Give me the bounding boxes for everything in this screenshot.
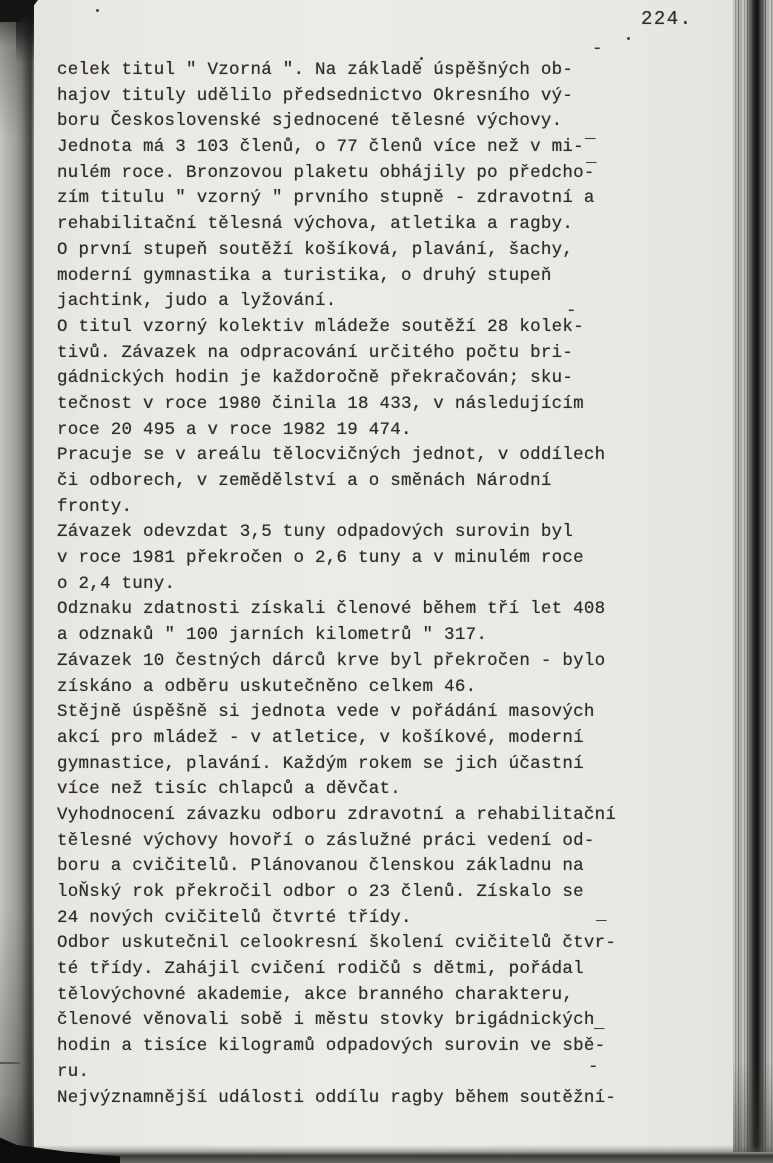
text-line: tělovýchovné akademie, akce branného charakteru, — [57, 984, 574, 1005]
text-line: Vyhodnocení závazku odboru zdravotní a rehabilitační — [57, 804, 617, 825]
text-line: boru Československé sjednocené tělesné výchovy. — [57, 111, 563, 132]
left-edge-shade — [0, 0, 34, 1163]
stray-dash-mark: _ — [594, 1013, 605, 1033]
page-stack-edge-fade — [733, 0, 773, 1152]
scan-speck — [627, 37, 630, 40]
text-line: či odborech, v zemědělství a o směnách Národní — [57, 471, 552, 491]
text-line: Nejvýznamnější události oddílu ragby během soutěžní- — [57, 1087, 617, 1108]
text-line: moderní gymnastika a turistika, o druhý stupeň — [57, 265, 552, 286]
text-line: Odbor uskutečnil celookresní školení cvičitelů čtvr- — [57, 933, 617, 954]
stray-dash-mark: - — [592, 39, 603, 59]
text-line: tělesné výchovy hovoří o záslužné práci vedení od- — [57, 830, 595, 851]
text-line: zím titulu " vzorný " prvního stupně - zdravotní a — [57, 188, 595, 209]
document-text — [57, 58, 705, 1111]
text-line: nulém roce. Bronzovou plaketu obhájily po předcho- — [57, 162, 595, 183]
text-line: Odznaku zdatnosti získali členové během tří let 408 — [57, 599, 606, 620]
text-line: a odznaků " 100 jarních kilometrů " 317. — [57, 625, 488, 646]
scan-speck — [420, 57, 423, 60]
text-line: O první stupeň soutěží košíková, plavání, šachy, — [57, 239, 574, 260]
text-line: hodin a tisíce kilogramů odpadových surovin ve sbě- — [57, 1036, 606, 1057]
text-line: gádnických hodin je každoročně překračován; sku- — [57, 368, 574, 389]
text-line: o 2,4 tuny. — [57, 573, 176, 594]
text-line: Závazek 10 čestných dárců krve byl překročen - bylo — [57, 650, 606, 671]
text-line: jachtink, judo a lyžování. — [57, 291, 337, 312]
stray-dash-mark: - — [566, 301, 577, 321]
scan-speck — [96, 9, 99, 12]
text-line: Stějně úspěšně si jednota vede v pořádání masových — [57, 702, 595, 723]
stray-dash-mark: _ — [586, 147, 597, 167]
text-line: 24 nových cvičitelů čtvrté třídy. — [57, 907, 412, 928]
text-line: Závazek odevzdat 3,5 tuny odpadových surovin byl — [57, 522, 574, 543]
text-line: té třídy. Zahájil cvičení rodičů s dětmi, pořádal — [57, 959, 584, 980]
text-line: tečnost v roce 1980 činila 18 433, v následujícím — [57, 393, 584, 414]
text-line: získáno a odběru uskutečněno celkem 46. — [57, 676, 477, 697]
text-line: v roce 1981 překročen o 2,6 tuny a v minulém roce — [57, 548, 584, 569]
text-line: fronty. — [57, 496, 133, 517]
text-line: více než tisíc chlapců a děvčat. — [57, 779, 402, 800]
stray-dash-mark: _ — [585, 123, 596, 143]
text-line: rehabilitační tělesná výchova, atletika a ragby. — [57, 214, 574, 235]
text-line: hajov tituly udělilo předsednictvo Okresního vý- — [57, 85, 574, 106]
stray-dash-mark: _ — [596, 905, 607, 925]
text-line: O titul vzorný kolektiv mládeže soutěží 28 kolek- — [57, 316, 584, 337]
text-line: Jednota má 3 103 členů, o 77 členů více než v mi- — [57, 137, 584, 158]
text-line: tivů. Závazek na odpracování určitého počtu bri- — [57, 342, 574, 363]
text-line: akcí pro mládež - v atletice, v košíkové, moderní — [57, 727, 584, 748]
text-line: gymnastice, plavání. Každým rokem se jich účastní — [57, 753, 584, 774]
text-line: ru. — [57, 1061, 90, 1082]
text-line: Pracuje se v areálu tělocvičných jednot, v oddílech — [57, 445, 606, 466]
page-number: 224. — [641, 8, 693, 30]
text-line: roce 20 495 a v roce 1982 19 474. — [57, 419, 412, 440]
left-edge-scratch — [0, 1062, 20, 1064]
stray-dash-mark: - — [588, 1057, 599, 1077]
top-left-corner-shadow-tail — [16, 0, 34, 64]
text-line: boru a cvičitelů. Plánovanou členskou základnu na — [57, 856, 584, 877]
text-line: loŇský rok překročil odbor o 23 členů. Získalo se — [57, 882, 584, 902]
text-line: celek titul " Vzorná ". Na základě úspěšných ob- — [57, 60, 574, 80]
text-line: členové věnovali sobě i městu stovky brigádnických — [57, 1010, 595, 1031]
